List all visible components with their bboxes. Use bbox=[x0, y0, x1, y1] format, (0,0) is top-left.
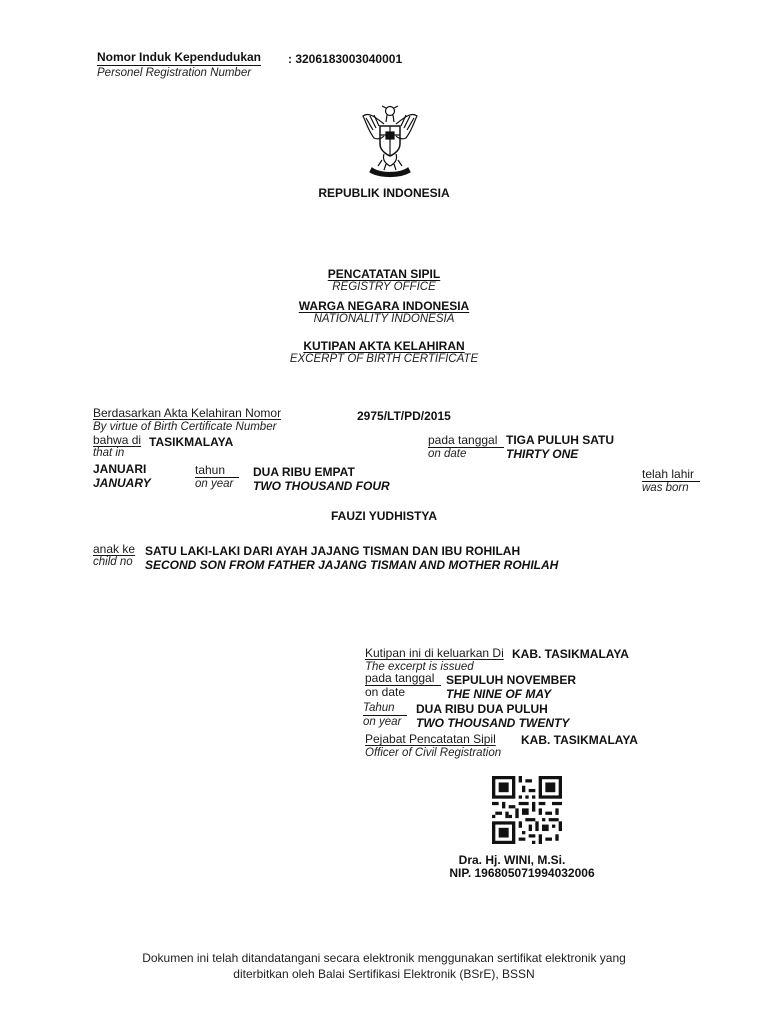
issued-date-id: SEPULUH NOVEMBER bbox=[446, 673, 577, 687]
born-label-en: was born bbox=[642, 482, 689, 494]
child-name: FAUZI YUDHISTYA bbox=[330, 509, 438, 523]
birth-place-label-id: bahwa di bbox=[93, 433, 142, 447]
issued-date bbox=[446, 674, 576, 701]
child-order-label bbox=[93, 543, 135, 569]
issued-year-label bbox=[363, 702, 407, 729]
officer-label-id: Pejabat Pencatatan Sipil bbox=[365, 732, 496, 746]
footer-line-2: diterbitkan oleh Balai Sertifikasi Elektronik (BSrE), BSSN bbox=[233, 967, 535, 981]
issued-date-label-en: on date bbox=[365, 685, 406, 699]
birth-month bbox=[93, 463, 151, 490]
issued-place-label-id: Kutipan ini di keluarkan Di bbox=[365, 646, 504, 660]
birth-place-label-en: that in bbox=[93, 447, 125, 459]
officer-label bbox=[365, 733, 501, 760]
birth-year-label-en: on year bbox=[195, 478, 234, 490]
issued-place-label bbox=[365, 647, 504, 674]
officer-label-en: Officer of Civil Registration bbox=[365, 747, 502, 759]
issued-place: KAB. TASIKMALAYA bbox=[512, 647, 629, 661]
document-heading bbox=[234, 339, 534, 366]
document-title-en: EXCERPT OF BIRTH CERTIFICATE bbox=[289, 353, 479, 365]
birth-date-label-en: on date bbox=[428, 448, 467, 460]
cert-number: 2975/LT/PD/2015 bbox=[357, 409, 451, 423]
country-name: REPUBLIK INDONESIA bbox=[318, 186, 450, 200]
officer-place: KAB. TASIKMALAYA bbox=[521, 733, 638, 747]
birth-day-id: TIGA PULUH SATU bbox=[506, 433, 614, 447]
nik-value: : 3206183003040001 bbox=[288, 52, 403, 66]
issued-year-label-en: on year bbox=[363, 716, 402, 728]
cert-number-label-id: Berdasarkan Akta Kelahiran Nomor bbox=[93, 406, 282, 420]
child-order bbox=[145, 545, 558, 572]
office-title: PENCATATAN SIPIL bbox=[327, 267, 441, 281]
birth-year-en: TWO THOUSAND FOUR bbox=[253, 479, 390, 493]
nationality-heading bbox=[234, 299, 534, 326]
nik-label bbox=[97, 48, 261, 80]
signatory-nip: NIP. 196805071994032006 bbox=[449, 866, 595, 880]
garuda-emblem-icon bbox=[360, 102, 420, 178]
nik-label-id: Nomor Induk Kependudukan bbox=[97, 50, 262, 64]
issued-year-label-id: Tahun bbox=[363, 702, 407, 716]
nik-label-en: Personel Registration Number bbox=[97, 67, 252, 79]
child-order-id: SATU LAKI-LAKI DARI AYAH JAJANG TISMAN DAN IBU ROHILAH bbox=[145, 544, 521, 558]
issued-date-label-id: pada tanggal bbox=[365, 672, 441, 686]
birth-year-label-id: tahun bbox=[195, 464, 239, 478]
child-order-label-id: anak ke bbox=[93, 542, 136, 556]
cert-number-label bbox=[93, 407, 281, 434]
birth-date-label-id: pada tanggal bbox=[428, 434, 504, 448]
birth-month-en: JANUARY bbox=[93, 476, 151, 490]
born-label bbox=[642, 468, 700, 495]
birth-month-id: JANUARI bbox=[93, 462, 147, 476]
office-heading bbox=[234, 267, 534, 294]
document-title: KUTIPAN AKTA KELAHIRAN bbox=[303, 339, 465, 353]
child-order-label-en: child no bbox=[93, 556, 133, 568]
footer-line-1: Dokumen ini telah ditandatangani secara elektronik menggunakan sertifikat elektronik yang bbox=[142, 951, 626, 965]
born-label-id: telah lahir bbox=[642, 468, 700, 482]
issued-year-id: DUA RIBU DUA PULUH bbox=[416, 702, 548, 716]
birth-year bbox=[253, 466, 390, 493]
child-order-en: SECOND SON FROM FATHER JAJANG TISMAN AND MOTHER ROHILAH bbox=[145, 558, 559, 572]
birth-day-en: THIRTY ONE bbox=[506, 447, 579, 461]
cert-number-label-en: By virtue of Birth Certificate Number bbox=[93, 421, 277, 433]
birth-place-label bbox=[93, 434, 141, 460]
birth-year-id: DUA RIBU EMPAT bbox=[253, 465, 355, 479]
issued-year-en: TWO THOUSAND TWENTY bbox=[416, 716, 570, 730]
nationality-title: WARGA NEGARA INDONESIA bbox=[298, 299, 470, 313]
issued-year bbox=[416, 703, 569, 730]
birth-day bbox=[506, 434, 614, 461]
issued-place-label-en: The excerpt is issued bbox=[365, 661, 474, 673]
signatory-name: Dra. Hj. WINI, M.Si. bbox=[458, 853, 566, 867]
birth-date-label bbox=[428, 434, 504, 461]
issued-date-en: THE NINE OF MAY bbox=[446, 687, 552, 701]
qr-code-icon[interactable] bbox=[492, 776, 562, 844]
issued-date-label bbox=[365, 672, 441, 699]
nationality-title-en: NATIONALITY INDONESIA bbox=[313, 313, 455, 325]
electronic-signature-note bbox=[84, 950, 684, 982]
office-title-en: REGISTRY OFFICE bbox=[332, 281, 436, 293]
birth-year-label bbox=[195, 464, 239, 491]
birth-place: TASIKMALAYA bbox=[149, 435, 234, 449]
